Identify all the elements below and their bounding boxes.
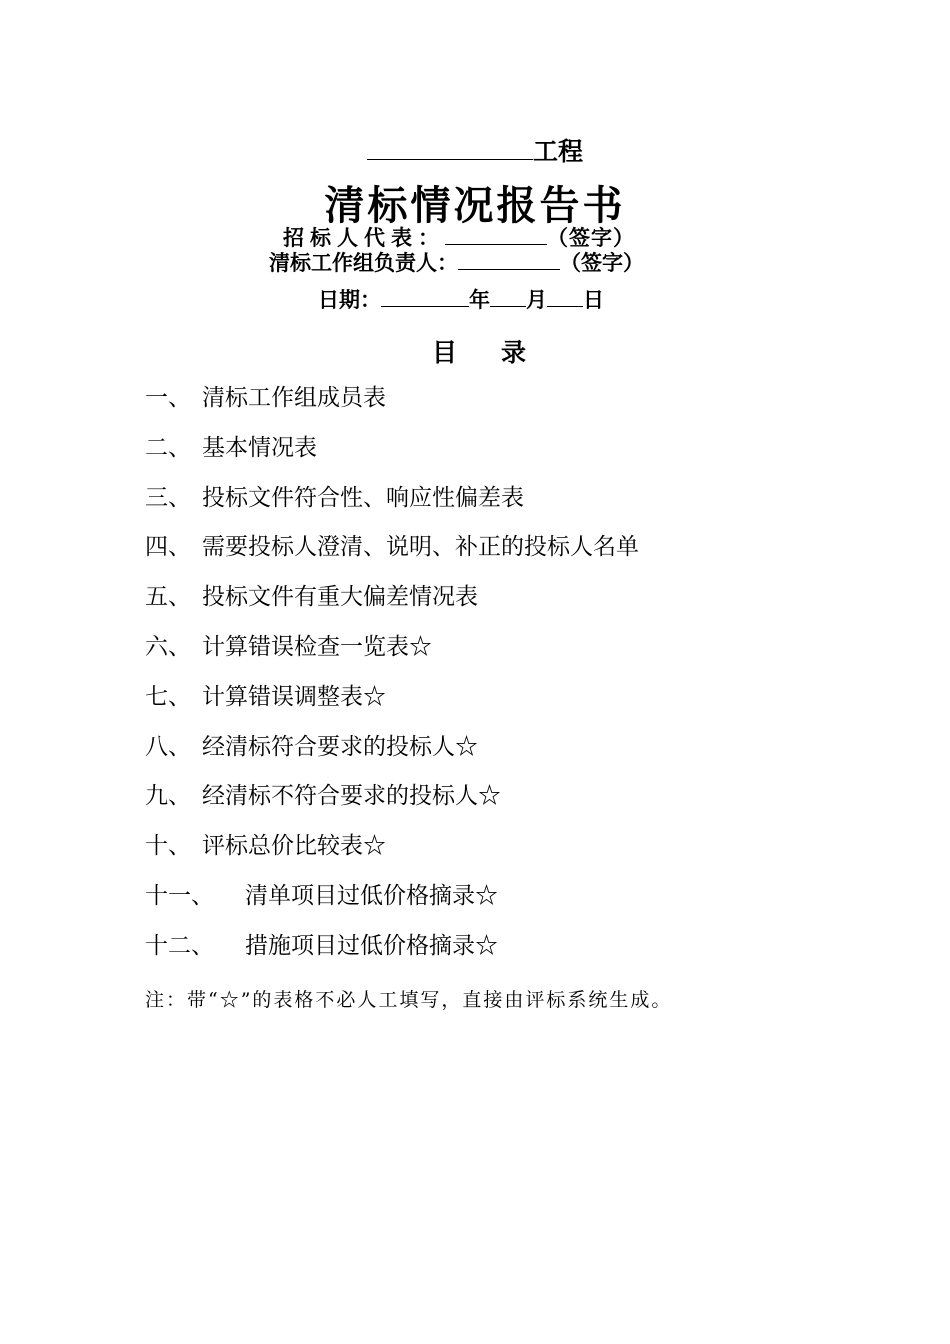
toc-item	[145, 381, 639, 431]
toc-item-number: 八、	[145, 733, 191, 760]
table-of-contents	[145, 381, 639, 979]
toc-item-number: 五、	[145, 584, 191, 611]
lead-sign-note: （签字）	[560, 251, 644, 275]
toc-item-text: 投标文件有重大偏差情况表	[202, 584, 478, 611]
project-suffix: 工程	[532, 137, 583, 166]
toc-title: 目录	[432, 338, 571, 367]
toc-item	[145, 879, 639, 929]
lead-label: 清标工作组负责人：	[269, 251, 458, 275]
toc-item-number: 四、	[145, 534, 191, 561]
toc-item	[145, 481, 639, 531]
footnote: 注：带“☆”的表格不必人工填写，直接由评标系统生成。	[145, 989, 673, 1011]
month-blank[interactable]	[490, 286, 526, 307]
toc-item	[145, 829, 639, 879]
toc-item-text: 需要投标人澄清、说明、补正的投标人名单	[202, 534, 639, 561]
toc-item	[145, 680, 639, 730]
toc-item-number: 二、	[145, 434, 191, 461]
toc-item-text: 计算错误调整表☆	[202, 683, 386, 710]
date-line	[318, 284, 604, 314]
toc-item-number: 六、	[145, 633, 191, 660]
toc-item-number: 三、	[145, 484, 191, 511]
lead-signature-blank[interactable]	[458, 249, 560, 270]
year-blank[interactable]	[381, 286, 469, 307]
toc-item-number: 一、	[145, 385, 191, 411]
toc-item-text: 基本情况表	[202, 434, 317, 461]
toc-item-text: 清标工作组成员表	[202, 385, 386, 411]
toc-item-text: 措施项目过低价格摘录☆	[245, 932, 498, 959]
toc-item	[145, 730, 639, 780]
toc-item-text: 经清标符合要求的投标人☆	[202, 733, 478, 760]
toc-item	[145, 580, 639, 630]
toc-item-text: 清单项目过低价格摘录☆	[245, 882, 498, 909]
toc-item	[145, 530, 639, 580]
toc-item-number: 十、	[145, 833, 191, 860]
day-blank[interactable]	[547, 286, 583, 307]
toc-item-number: 七、	[145, 683, 191, 710]
toc-item	[145, 630, 639, 680]
toc-item	[145, 929, 639, 979]
toc-item-number: 九、	[145, 783, 191, 810]
toc-item-text: 经清标不符合要求的投标人☆	[202, 783, 501, 810]
year-label: 年	[469, 288, 490, 312]
toc-item-number: 十二、	[145, 932, 214, 959]
tenderer-rep-label: 招标人代表：	[283, 226, 445, 250]
toc-item-text: 评标总价比较表☆	[202, 833, 386, 860]
lead-signature-line	[269, 247, 644, 277]
month-label: 月	[526, 288, 547, 312]
project-name-line	[0, 132, 950, 168]
page-title: 清标情况报告书	[324, 183, 626, 229]
toc-item	[145, 431, 639, 481]
date-label: 日期：	[318, 288, 381, 312]
tenderer-rep-signature-blank[interactable]	[445, 224, 547, 245]
tenderer-rep-sign-note: （签字）	[547, 226, 635, 250]
toc-item	[145, 779, 639, 829]
toc-item-text: 投标文件符合性、响应性偏差表	[202, 484, 524, 511]
toc-item-number: 十一、	[145, 882, 214, 909]
project-name-blank[interactable]	[367, 133, 533, 160]
day-label: 日	[583, 288, 604, 312]
toc-item-text: 计算错误检查一览表☆	[202, 633, 432, 660]
